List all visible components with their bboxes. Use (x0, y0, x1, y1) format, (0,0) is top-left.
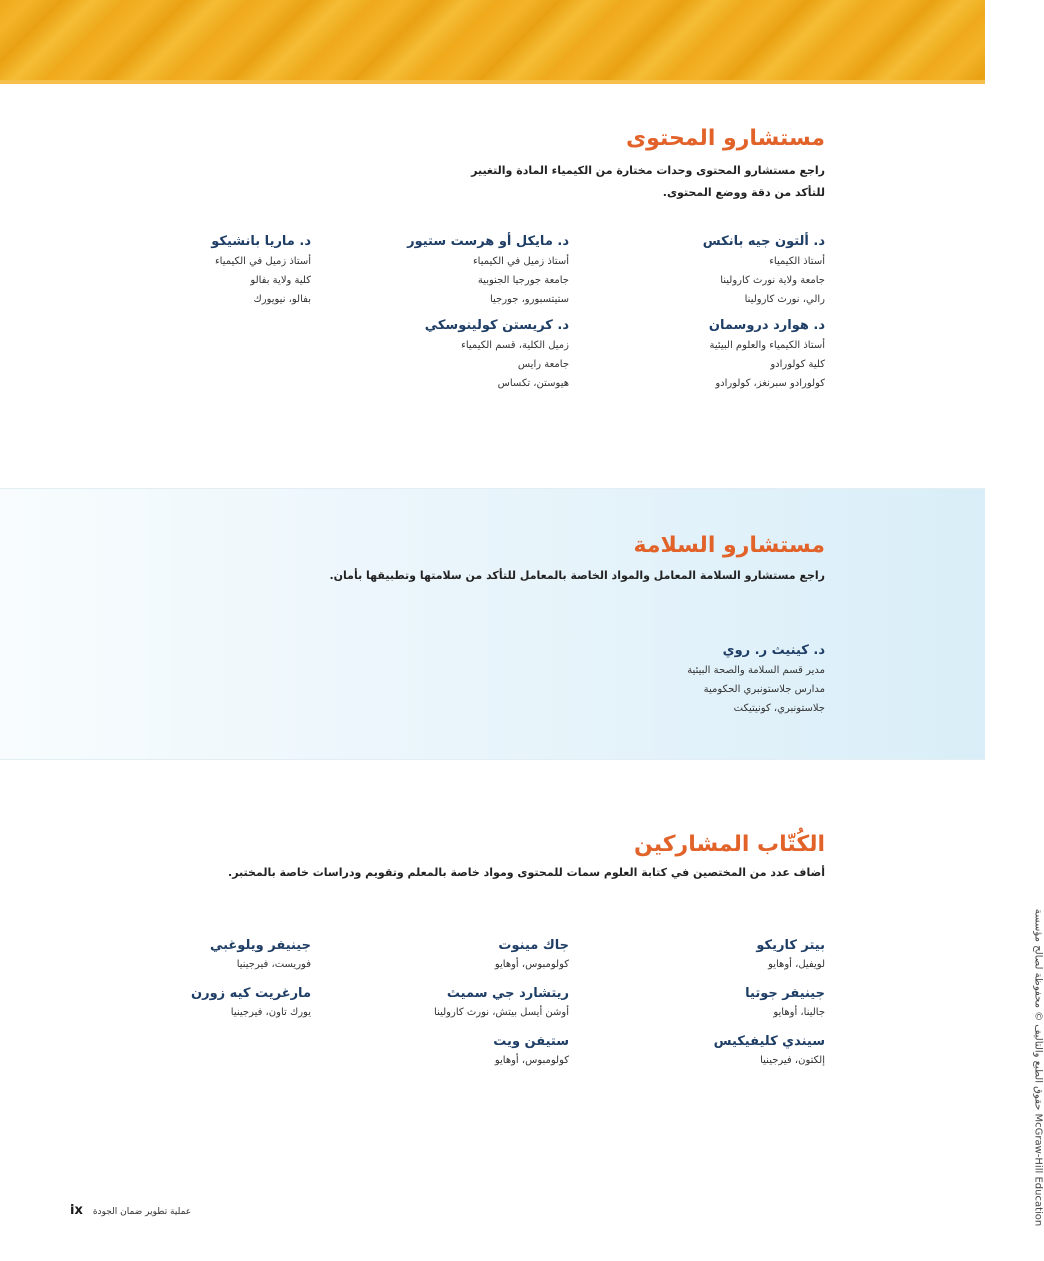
consultant-institution: مدارس جلاستونبري الحكومية (703, 684, 825, 695)
content-consultants-intro: راجع مستشارو المحتوى وحدات مختارة من الكيمياء المادة والتغيير للتأكد من دقة ووضع المحتوى. (471, 164, 825, 199)
safety-consultant-intro: راجع مستشارو السلامة المعامل والمواد الخاصة بالمعامل للتأكد من سلامتها وتطبيقها بأمان. (329, 569, 825, 582)
author-entry (585, 984, 825, 1021)
author-location: فوريست، فيرجينيا (236, 959, 311, 970)
consultant-card (585, 316, 825, 393)
author-entry (585, 936, 825, 973)
consultant-institution: كلية ولاية بفالو (250, 275, 311, 286)
author-location: جالينا، أوهايو (773, 1007, 825, 1018)
author-entry (329, 936, 569, 973)
contributing-writers-heading: الكُتّاب المشاركين (633, 832, 825, 857)
consultant-name: د. مايكل أو هرست ستيور (407, 234, 569, 249)
author-location: يورك تاون، فيرجينيا (230, 1007, 311, 1018)
consultant-location: ستيتسبورو، جورجيا (489, 294, 569, 305)
consultant-title: مدير قسم السلامة والصحة البيئية (687, 665, 825, 676)
consultant-name: د. كريستن كولينوسكي (424, 318, 569, 333)
author-name: جاك مينوت (498, 938, 569, 953)
author-name: بيتر كاريكو (756, 938, 825, 953)
consultant-title: زميل الكلية، قسم الكيمياء (461, 340, 569, 351)
consultant-institution: جامعة ولاية نورث كارولينا (720, 275, 825, 286)
author-location: إلكتون، فيرجينيا (760, 1055, 825, 1066)
author-name: ستيفن ويت (493, 1034, 569, 1049)
consultant-institution: جامعة جورجيا الجنوبية (477, 275, 569, 286)
content-consultants-section (0, 84, 985, 488)
consultant-title: أستاذ زميل في الكيمياء (214, 256, 311, 267)
author-name: سيندي كليفيكيس (713, 1034, 825, 1049)
consultant-title: أستاذ زميل في الكيمياء (472, 256, 569, 267)
author-entry (329, 1032, 569, 1069)
consultant-name: د. هوارد دروسمان (708, 318, 825, 333)
consultant-name: د. ماريا بانشيكو (211, 234, 311, 249)
consultant-location: رالي، نورث كارولينا (744, 294, 825, 305)
author-name: ريتشارد جي سميث (446, 986, 569, 1001)
author-location: كولومبوس، أوهايو (494, 959, 569, 970)
author-entry (71, 936, 311, 973)
author-entry (329, 984, 569, 1021)
safety-consultant-heading: مستشارو السلامة (633, 533, 825, 558)
page-number: ix (70, 1203, 83, 1218)
safety-consultant-card (585, 641, 825, 718)
consultant-location: جلاستونبري، كونيتيكت (733, 703, 825, 714)
consultant-card (71, 232, 311, 309)
author-location: كولومبوس، أوهايو (494, 1055, 569, 1066)
top-decorative-band (0, 0, 985, 84)
contributing-writers-section (0, 758, 985, 1261)
copyright-side-text: حقوق الطبع والتأليف © محفوظة لصالح مؤسسة McGraw-Hill Education (1032, 908, 1044, 1227)
author-name: جينيفر ويلوغبي (209, 938, 311, 953)
author-entry (585, 1032, 825, 1069)
author-entry (71, 984, 311, 1021)
consultant-title: أستاذ الكيمياء (769, 256, 825, 267)
content-consultants-heading: مستشارو المحتوى (626, 126, 825, 151)
author-name: جينيفر جوتيا (745, 986, 825, 1001)
consultant-card (329, 232, 569, 309)
consultant-title: أستاذ الكيمياء والعلوم البيئية (709, 340, 825, 351)
safety-consultant-section (0, 488, 985, 760)
consultant-name: د. كينيث ر. روي (722, 643, 825, 658)
consultant-location: بفالو، نيويورك (253, 294, 311, 305)
author-name: مارغريت كيه زورن (191, 986, 311, 1001)
consultant-name: د. ألتون جيه بانكس (702, 234, 825, 249)
author-location: لويفيل، أوهايو (768, 959, 825, 970)
footer-text: عملية تطوير ضمان الجودة (92, 1207, 192, 1217)
page-footer (70, 1203, 191, 1218)
consultant-card (585, 232, 825, 309)
consultant-institution: جامعة رايس (517, 359, 569, 370)
consultant-institution: كلية كولورادو (770, 359, 825, 370)
consultant-card (329, 316, 569, 393)
contributing-writers-intro: أضاف عدد من المختصين في كتابة العلوم سمات للمحتوى ومواد خاصة بالمعلم وتقويم ودراسات خاصة بالمختبر. (228, 866, 825, 879)
consultant-location: هيوستن، تكساس (497, 378, 569, 389)
consultant-location: كولورادو سبرنغز، كولورادو (715, 378, 825, 389)
author-location: أوشن أيسل بيتش، نورث كارولينا (434, 1007, 569, 1018)
